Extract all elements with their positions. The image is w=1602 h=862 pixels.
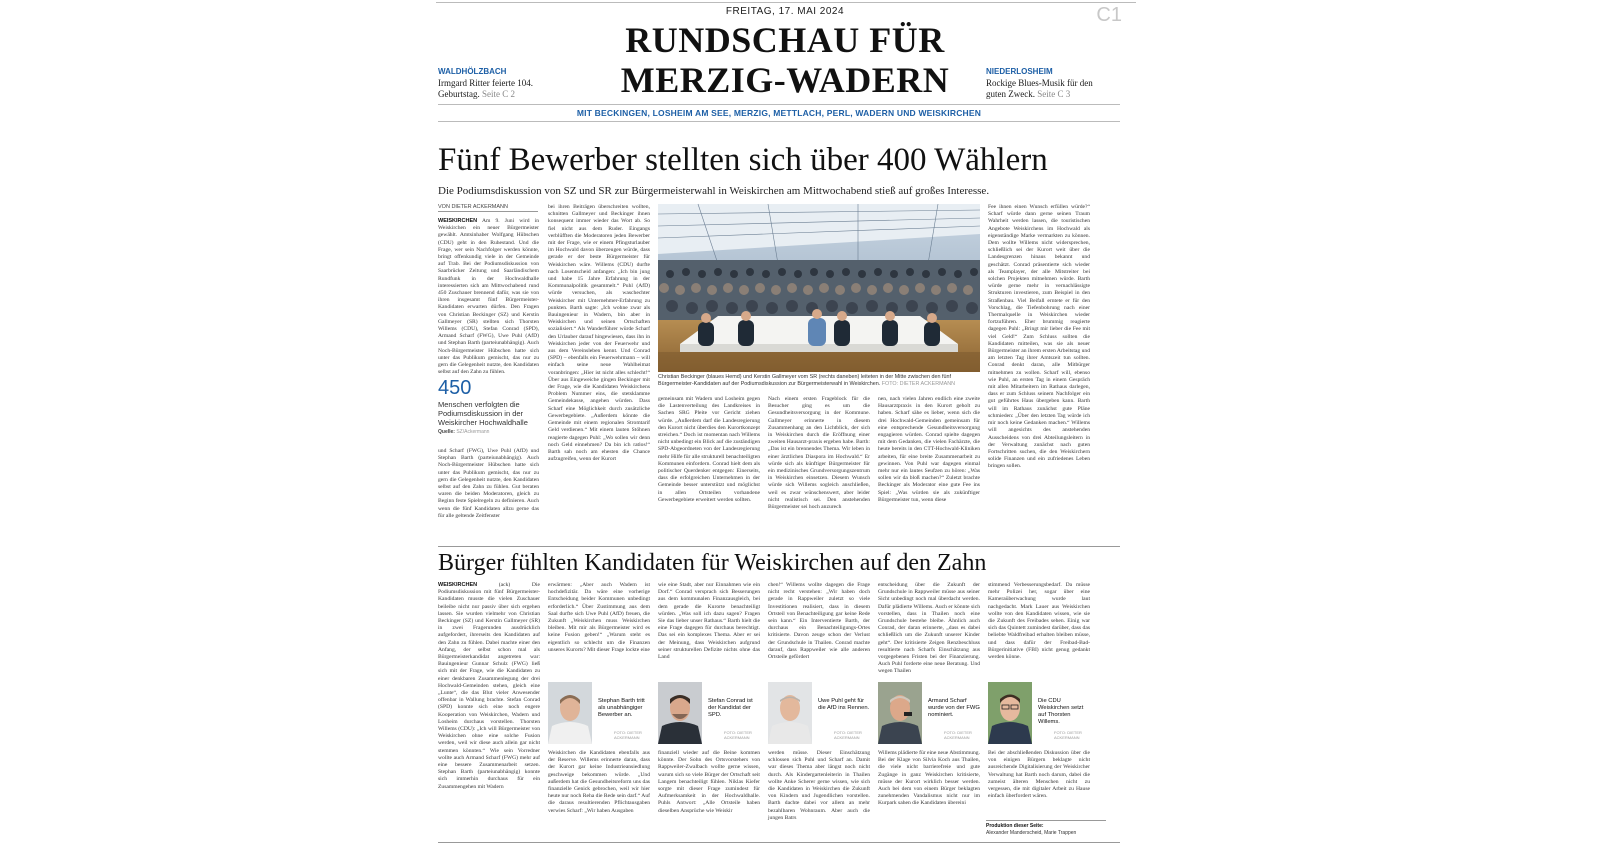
article2-column-2b (548, 750, 650, 840)
teaser-text: Irmgard Ritter feierte 104. Geburtstag. (438, 78, 533, 99)
article2-column-3b (658, 750, 760, 840)
portrait-credit: FOTO: DIETER ACKERMANN (834, 730, 862, 740)
article1-headline: Fünf Bewerber stellten sich über 400 Wählern (438, 142, 1048, 178)
article-text: Nach einem ersten Frageblock für die Besucher ging es um die Gesundheitsversorgung in der Kommune. Gallmeyer erinnerte in diesem Zusammenhang an den Lichtblick, der sich in Weiskirchen durch die Eröffnung einer zweiten Hausarzt-praxis ergeben habe. Barth: „Das ist ein brennendes Thema. Wir leben in einer ärztlichen Diaspora im Hochwald.“ Er würde sich als künftiger Bürgermeister für ein medizinisches Grundversorgungszentrum in Weiskirchen einsetzen. Diesem Wunsch würde sich Willems sogleich anschließen, weil es zwar wünschenswert, aber leider nicht realistisch sei. Den anstehenden Bürgermeister sei hoch anzurech (768, 396, 870, 511)
article-text: gemeinsam mit Wadern und Losheim gegen die Lastenverteilung des Landkreises in Sachen SRG Pleite vor Gericht ziehen würde. „Außerdem darf die Landesregierung den Kurort nicht überdies den Kurortkonzept streichen.“ Doch ist momentan nach Willems nicht unbedingt ein Blick auf die zuständigen SPD-Abgeordneten von der Landesregierung mehr Hilfe für alle strukturell benachteiligten Kommunen einfordern. Conrad hielt dem als politischer Querdenker entgegen: Einerseits, dass die erfolgreichen Unternehmen in der Gemeinde besser unterstützt und möglichst in allen Ortsteilen vorhandene Gewerbegebiete erweitert werden sollten. (658, 396, 760, 503)
teaser-kicker: WALDHÖLZBACH (438, 67, 507, 76)
teaser-kicker: NIEDERLOSHEIM (986, 67, 1053, 76)
article-text: finanziell wieder auf die Beine kommen könnte. Der Sohn des Ortsvorstehers von Rappweiler-Zwalbach wollte gerne wissen, warum sich so viele Bürger der Ortschaft seit Langem benachteiligt fühlen. Niklas Kiefer sorgte mit dieser Frage zumindest für Aufmerksamkeit in der Hochwaldhalle. Puhls Antwort: „Alle Ortsteile haben dieselben Ansprüche wie Weiskir (658, 750, 760, 814)
caption-text: Christian Beckinger (blaues Hemd) und Kerstin Gallmeyer vom SR (rechts daneben) leiteten in der Mitte zwischen den fünf Bürgermeister-Kandidaten auf der Podiumsdiskussion zur Bürgermeisterwahl in Weiskirchen. (658, 374, 952, 387)
event-photo (658, 204, 980, 372)
portrait-photo (548, 682, 592, 744)
hall-audience-image (658, 204, 980, 372)
article-text: Willems plädierte für eine neue Abstimmung. Bei der Klage von Silvia Koch aus Thailen, die viele nicht barrierefreie und gute Zugänge in ganz Weiskirchen kritisierte, müsse der Kurort wirklich besser werden. Auch bei dem von einem Bürger beklagten zunehmenden Vandalismus nicht nur im Kurpark sahen die Kandidaten übereini (878, 750, 980, 807)
article2-headline: Bürger fühlten Kandidaten für Weiskirchen auf den Zahn (438, 550, 987, 576)
person-image (988, 682, 1032, 744)
portrait-credit: FOTO: DIETER ACKERMANN (944, 730, 972, 740)
masthead-strapline: MIT BECKINGEN, LOSHEIM AM SEE, MERZIG, METTLACH, PERL, WADERN UND WEISKIRCHEN (576, 108, 982, 118)
teaser-page-ref: Seite C 2 (482, 89, 515, 99)
article1-column-4 (768, 396, 870, 544)
article1-column-1b (438, 448, 539, 544)
article2-column-5b (878, 750, 980, 840)
article1-column-2 (548, 204, 650, 544)
production-label: Produktion dieser Seite: (986, 823, 1044, 829)
portrait-credit: FOTO: DIETER ACKERMANN (724, 730, 752, 740)
portrait-photo (878, 682, 922, 744)
factbox-source (438, 429, 538, 435)
article-text: Fee ihnen einen Wunsch erfüllen würde?“ Scharf würde dann gerne seinen Traum Wahrheit werden lassen, die touristischen Angebote Weiskirchens im Hochwald als eigenständige Marke vermarkten zu können. Dem wollte Willems nicht widersprechen, schließlich sei der Kurort weit über die Landesgrenzen hinaus bekannt und geschätzt. Conrad präsentierte sich wieder als Teamplayer, der alle Mitstreiter bei solchen Projekten mitnehmen würde. Barth würde gerne mehr in vernachlässigte Strukturen investieren, zum Beispiel in den Straßenbau. Viel Beifall erntete er für den Vorschlag, die Tiefenbohrung nach einer Thermalquelle in Weiskirchen wieder fortzuführen. Eher brummig reagierte dagegen Puhl: „Bringt mir lieber die Fee mit viel Geld!“ Zum Schluss sollten die Kandidaten mitteilen, was sie als neuer Bürgermeister an ihrem ersten Arbeitstag und am letzten Tag ihrer Amtszeit tun sollten. Conrad denkt daran, alle Mitbürger mitnehmen zu wollen. Scharf will, ebenso wie Puhl, an ersten Tag in einem Gespräch mit allen Mitarbeitern im Rathaus darlegen, dass er zum Schluss seinem Nachfolger ein gut geführtes Haus übergeben kann. Barth will im Rathaus zunächst gute Pläne schmieden: „Über den letzten Tag würde ich mir noch keine Gedanken machen.“ Willems will angesichts des anstehenden Ausscheidens von drei Abteilungsleitern in der Verwaltung zunächst nach guten Fortschritten suchen, die den Weiskirchern solide Finanzen und ein zufriedenes Leben bringen sollen. (988, 204, 1090, 470)
teaser-page-ref: Seite C 3 (1037, 89, 1071, 99)
portrait-caption: Stephan Barth tritt als unabhängiger Bewerber an. (598, 698, 645, 718)
portrait-photo (768, 682, 812, 744)
portrait-caption: Uwe Puhl geht für die AfD ins Rennen. (818, 698, 870, 711)
portrait-willems (988, 682, 1092, 744)
article-text: nen, nach vielen Jahren endlich eine zweite Hausarztpraxis in den Kurort geholt zu haben. Scharf sähe es lieber, wenn sich die drei Hochwald-Gemeinden gemeinsam für eine entsprechende Gesundheitsversorgung engagieren würden. Conrad spielte dagegen mit dem Gedanken, die vielen Fachärzte, die heute bereits in den CTT-Hochwald-Kliniken arbeiten, für eine breite Zusammenarbeit zu gewinnen. Von Puhl war dagegen einmal mehr nur ein lautes Seufzen zu hören: „Was sollen wir da bloß machen?“ Zuletzt brachte Beckinger als Moderator eine gute Fee ins Spiel: „Was würden sie als zukünftiger Bürgermeister tun, wenn diese (878, 396, 980, 503)
article1-subheadline: Die Podiumsdiskussion von SZ und SR zur Bürgermeisterwahl in Weiskirchen am Mittwochabend stieß auf großes Interesse. (438, 185, 990, 197)
article2-column-1 (438, 582, 540, 840)
teaser-left[interactable] (438, 66, 548, 100)
person-image (878, 682, 922, 744)
article2-column-5a (878, 582, 980, 678)
production-names: Alexander Manderscheid, Marie Trappen (986, 829, 1077, 836)
photo-caption (658, 374, 980, 387)
portrait-conrad (658, 682, 762, 744)
portrait-barth (548, 682, 652, 744)
person-image (768, 682, 812, 744)
article-text: wie eine Stadt, aber nur Einnahmen wie ein Dorf.“ Conrad versprach sich Besserungen aus dem kommunalen Finanzausgleich, bei dem gerade die Kurorte benachteiligt würden. „Was soll ich dazu sagen? Fragen Sie das lieber unser Rathaus.“ Barth hielt die eine Frage dagegen für durchaus berechtigt. Das sei ein komplexes Thema. Aber er sei der Meinung, dass Weiskirchen aufgrund seiner strukturellen Defizite nichts ohne das Land (658, 582, 760, 661)
strap-rule-top (438, 104, 1120, 105)
issue-date: FREITAG, 17. MAI 2024 (725, 6, 845, 17)
factbox (438, 376, 538, 435)
article-text: bei ihren Beiträgen überschreiten wollten, schnitten Gallmeyer und Beckinger ihnen konsequent immer wieder das Wort ab. So fiel nicht aus dem Ruder. Eingangs verblüfften die Moderatoren jeden Bewerber mit der Frage, wie er einem Pfingsturlauber im Hochwald davon überzeugen würde, dass gerade er der beste Bürgermeister für Weiskirchen wäre. Willems (CDU) durfte nach Losentscheid anfangen: „Ich bin jung und habe 15 Jahre Erfahrung in der Kommunalpolitik gesammelt.“ Puhl (AfD) würde versuchen, als waschechter Weiskircher mit Unternehmer-Erfahrung zu punkten. Barth sagte: „Ich wohne zwar als Bauingenieur in Wadern, bin aber in Weiskirchen und seinen Ortschaften sozialisiert.“ Als Wanderführer würde Scharf den Urlauber darauf hingewiesen, dass ihn in Weiskirchen jeder von der Feuerwehr und aus dem Vereinsleben kennt. Und Conrad (SPD) – ebenfalls ein Feuerwehrmann – will einfach seine neue Wahlheimat voranbringen: „Hier ist nicht alles schlecht!“ Über aus Eingeweiche gingen Beckinger mit der Frage, wie die Kandidaten Weiskirchens Problem Nummer eins, die stetsklamme Gemeindekasse, angehen würden. Dass Scharf eine Möglichkeit durch zusätzliche Gewerbegebiete. „Außerdem könnte die Gemeinde mit einem regionalen Stromtarif Geld verdienen.“ Mit einem lauten Stöhnen reagierte dagegen Puhl: „Wo sollen wir denn noch Geld einnehmen? Da bin ich ratlos!“ Barth sah noch am ehesten die Chance aufzugreifen, wenn der Kurort (548, 204, 650, 463)
factbox-source-label: Quelle: (438, 429, 455, 435)
caption-credit: FOTO: DIETER ACKERMANN (881, 380, 955, 387)
article2-column-6a (988, 582, 1090, 678)
article1-column-3 (658, 396, 760, 544)
teaser-right[interactable] (986, 66, 1096, 100)
portrait-puhl (768, 682, 872, 744)
portrait-caption: Armand Scharf wurde von der FWG nominiert. (928, 698, 980, 718)
article-text: (ack) Die Podiumsdiskussion mit fünf Bürgermeister-Kandidaten musste die vielen Zuschauer beileibe nicht nur passiv über sich ergehen lassen. Sie wurden vielmehr von Christian Beckinger (SZ) und Kerstin Gallmeyer (SR) in zwei Fragerunden ausdrücklich aufgefordert, ihrerseits den Kandidaten auf den Zahn zu fühlen. Dabei machte einer den Anfang, der selbst schon mal als Bürgermeisterkandidat angetreten war: Bauingenieur Gunnar Schulz (FWG) ließ sich mit der Frage, wie die Kandidaten zu einer denkbaren Zusammenlegung der drei Hochwald-Gemeinden stehen, gleich eine „Lunte“, die das Blut vieler Anwesender offenbar in Wallung brachte. Stefan Conrad (SPD) konnte sich eine noch engere Kooperation von Weiskirchen, Wadern und Losheim durchaus vorstellen. Thorsten Willems (CDU): „Ich will Bürgermeister von Weiskirchen ohne eine solche Fusion werden, weil wir diese auch allein gar nicht stemmen könnten.“ Wie sein Vorredner wollte auch Armand Scharf (FWG) mehr auf eine bessere Zusammenarbeit setzen. Stephan Barth (parteiunabhängig) konnte sich immerhin durchaus für ein Zusammengehen mit Wadern (438, 582, 540, 790)
article2-column-4a (768, 582, 870, 678)
person-image (658, 682, 702, 744)
article-dateline: WEISKIRCHEN (438, 582, 478, 588)
strap-rule-bottom (438, 121, 1120, 122)
top-rule (436, 2, 1136, 3)
bottom-rule (438, 842, 1120, 843)
portrait-caption: Stefan Conrad ist der Kandidat der SPD. (708, 698, 753, 718)
portrait-credit: FOTO: DIETER ACKERMANN (614, 730, 642, 740)
article-text: chen!“ Willems wollte dagegen die Frage nicht recht verstehen: „Wir haben doch gerade in Rappweiler zuletzt so viele Investitionen realisiert, dass in diesem Ortsteil von Benachteiligung gar keine Rede sein kann.“ Ein Interventierte Barth, der durchaus ein Benachteiligungs-Ortes kritisierte. Davon zeuge schon der Verlust der Grundschule in Thailen. Conrad machte darauf, dass Rappweiler wie alle anderen Ortsteile gefördert (768, 582, 870, 661)
article-text: Bei der abschließenden Diskussion über die von einigen Bürgern beklagte nicht ausreichende Digitalisierung der Weiskircher Verwaltung hat Barth noch darum, dabei die zumeist älteren Menschen nicht zu vergessen, die mit digitaler Arbeit zu Hause einfach überfordert wären. (988, 750, 1090, 800)
article-text: und Scharf (FWG), Uwe Puhl (AfD) und Stephan Barth (parteiunabhängig). Auch Noch-Bürgermeister Hübschen hatte sich unter das Publikum gemischt, das nur zu gern die Gelegenheit nutzte, den Kandidaten selbst auf den Zahn zu fühlen. Gut beraten waren die beiden Moderatoren, gleich zu Beginn feste Spielregeln zu definieren. Auch wenn die fünf Kandidaten allzu gerne das für alle geltende Zeitfenster (438, 448, 539, 519)
article2-column-4b (768, 750, 870, 840)
factbox-number: 450 (438, 377, 472, 399)
article-text: Am 9. Juni wird in Weiskirchen ein neuer Bürgermeister gewählt. Amtsinhaber Wolfgang Hübschen (CDU) geht in den Ruhestand. Und die Frage, wer sein Nachfolger werden könnte, bringt offenkundig viele in der Gemeinde auf Trab. Bei der Podiumsdiskussion von Saarbrücker Zeitung und Saarländischem Rundfunk in der Hochwaldhalle interessierten sich am Mittwochabend rund 450 Zuschauer brennend dafür, was sie von ihren insgesamt fünf Bürgermeister-Kandidaten erwarten dürfen. Den Fragen von Christian Beckinger (SZ) und Kerstin Gallmeyer (SR) stellten sich Thorsten Willems (CDU), Stefan Conrad (SPD), Armand Scharf (FWG), Uwe Puhl (AfD) und Stephan Barth (parteiunabhängig). Auch Noch-Bürgermeister Hübschen hatte sich unter das Publikum gemischt, das nur zu gern die Gelegenheit nutzte, den Kandidaten selbst auf den Zahn zu fühlen. (438, 218, 539, 376)
production-credit (986, 820, 1106, 836)
article1-column-1a (438, 218, 539, 376)
portrait-photo (658, 682, 702, 744)
article-text: stimmend Verbesserungsbedarf. Da müsse mehr Polizei her, sogar über eine Kameraüberwachung wurde laut nachgedacht. Mark Lauer aus Weiskirchen wollte von den Kandidaten wissen, wie sie die Zukunft des Freibades sehen. Einig war sich das Quintett zumindest darüber, dass das beliebte Waldfreibad erhalten bleiben müsse, und dass dafür der Freibad-Bad-Bürgerinitiative (FBI) nicht genug gedankt werden könne. (988, 582, 1090, 661)
article-text: entscheidung über die Zukunft der Grundschule in Rappweiler müsse aus seiner Sicht unbedingt noch mal überdacht werden. Dafür plädierte Willems. Auch er könnte sich vorstellen, dass in Thailen noch eine Grundschule bestehe bleibe. Ähnlich auch Conrad, der daran erinnerte, „dass es dabei schließlich um die Zukunft unserer Kinder geht“. Der kritisierte Zeigen Renzbeschluss resultierte nach Scharfs Einschätzung aus vorgegebenen Fristen bei der Finanzierung. Auch Puhl forderte eine neue Beratung. Und wegen Thailen (878, 582, 980, 675)
article-text: erwärmen: „Aber auch Wadern ist hochdefizitär. Da wäre eine vorherige Entscheidung beider Kommunen unbedingt erforderlich.“ Über Zustimmung aus dem Saal durfte sich Uwe Puhl (AfD) freuen, die Zukunft „Weiskirchen muss Weiskirchen bleiben. Mit mir als Bürgermeister wird es keine Fusion geben!“ „Warum steht es eigentlich so schlecht um die Finanzen unseres Kurorts? Mit dieser Frage lockte eine (548, 582, 650, 653)
article2-column-6b (988, 750, 1090, 816)
masthead-title-line2: MERZIG-WADERN (620, 60, 950, 100)
teaser-text: Rockige Blues-Musik für den guten Zweck. (986, 78, 1093, 99)
factbox-source-value: SZ/Ackermann (456, 429, 490, 435)
portrait-credit: FOTO: DIETER ACKERMANN (1054, 730, 1082, 740)
portrait-caption: Die CDU Weiskirchen setzt auf Thorsten Willems. (1038, 698, 1084, 725)
article2-column-3a (658, 582, 760, 678)
article-text: werden müsse. Dieser Einschätzung schlossen sich Puhl und Scharf an. Damit war dieses Thema aber längst noch nicht durch. Als Kindergartenleiterin in Thailen wollte Anke Scherer gerne wissen, wie sich die Kandidaten in Weiskirchen die Zukunft von Kindern und Jugendlichen vorstellen. Barth dachte dabei vor allem an mehr bezahlbaren Wohnraum. Aber auch die jungen Batrs (768, 750, 870, 821)
portrait-scharf (878, 682, 982, 744)
section-divider (438, 546, 1120, 547)
article1-column-6 (988, 204, 1090, 544)
page-code: C1 (1096, 4, 1122, 26)
masthead-title-line1: RUNDSCHAU FÜR (625, 20, 945, 60)
article-dateline: WEISKIRCHEN (438, 218, 478, 224)
factbox-text: Menschen verfolgten die Podiumsdiskussion in der Weiskircher Hochwaldhalle (438, 400, 528, 427)
newspaper-page (434, 0, 1136, 862)
portrait-photo (988, 682, 1032, 744)
person-image (548, 682, 592, 744)
article2-column-2a (548, 582, 650, 678)
article-text: Weiskirchen die Kandidaten ebenfalls aus der Reserve. Willems erinnerte daran, dass der Kurort gar keine Industrieansiedlung geschweige bekommen würde. „Und außerdem hat die Gesundheitsreform uns das finanzielle Genick gebrochen, weil wir hier heute nur noch Reha die Rede sein darf.“ Auf die daraus resultierenden Pflichtausgaben verwies Scharf: „Wir haben Ausgaben (548, 750, 650, 814)
article1-column-5 (878, 396, 980, 544)
article1-byline: VON DIETER ACKERMANN (438, 204, 538, 212)
